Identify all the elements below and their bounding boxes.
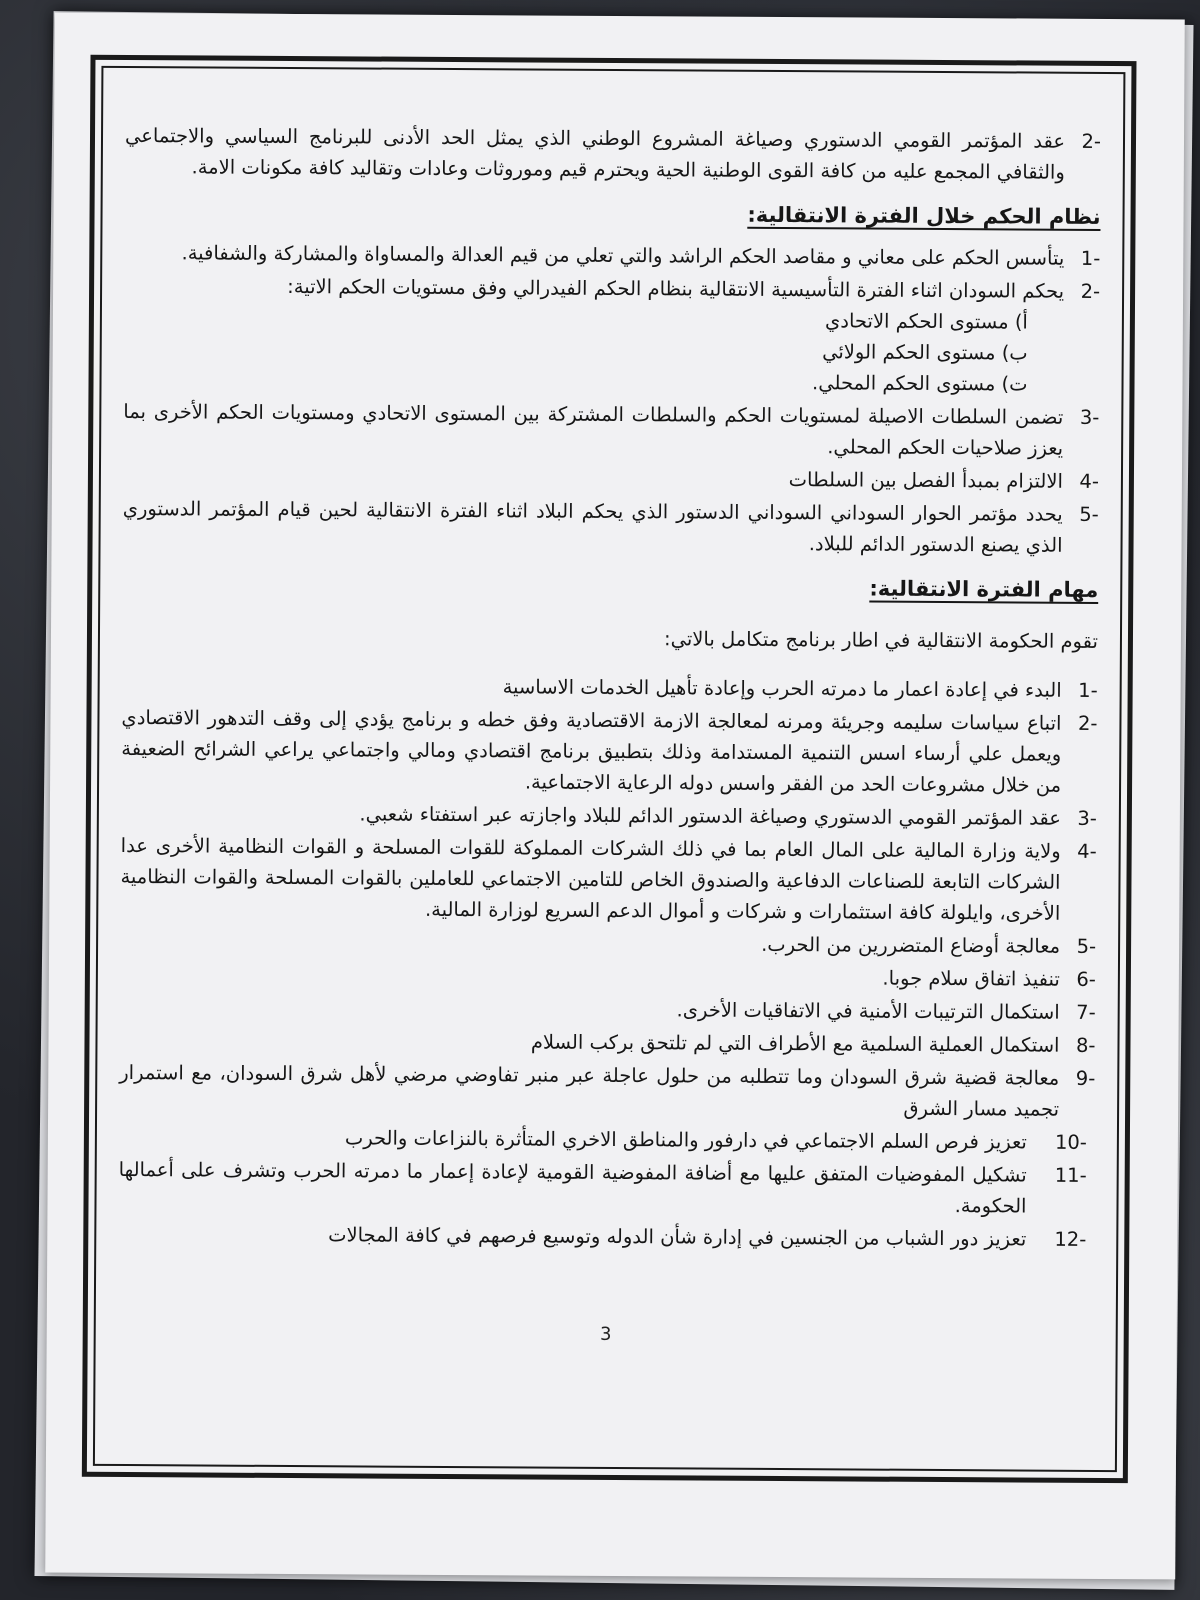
item-text: يتأسس الحكم على معاني و مقاصد الحكم الراشد والتي تعلي من قيم العدالة والمساواة والمشاركة والشفافية.: [181, 241, 1065, 270]
item-text: استكمال الترتيبات الأمنية في الاتفاقيات الأخرى.: [676, 998, 1060, 1024]
item-text: تعزيز دور الشباب من الجنسين في إدارة شأن الدوله وتوسيع فرصهم في كافة المجالات: [328, 1223, 1027, 1251]
item-number: -12: [1054, 1227, 1087, 1251]
list-item: [118, 1154, 1094, 1222]
item-text: تشكيل المفوضيات المتفق عليها مع أضافة المفوضية القومية لإعادة إعمار ما دمرته الحرب وتشرف على أعمالها الحكومة.: [118, 1157, 1027, 1218]
item-number: -8: [1075, 1033, 1096, 1057]
tasks-list: [118, 669, 1098, 1255]
section-heading-governance: نظام الحكم خلال الفترة الانتقالية:: [747, 202, 1101, 229]
item-text-block: [123, 270, 1064, 400]
list-item: [124, 237, 1100, 274]
item-number: -2: [1077, 711, 1098, 735]
item-number: -2: [1080, 279, 1101, 303]
list-item: [119, 1024, 1095, 1061]
list-item: [123, 270, 1100, 400]
list-item: [120, 830, 1097, 929]
list-item: [121, 797, 1097, 834]
item-text: الالتزام بمبدأ الفصل بين السلطات: [788, 468, 1064, 493]
item-text: يحكم السودان اثناء الفترة التأسيسية الانتقالية بنظام الحكم الفيدرالي وفق مستويات الحكم الاتية:: [287, 274, 1065, 303]
item-text: تعزيز فرص السلم الاجتماعي في دارفور والمناطق الاخري المتأثرة بالنزاعات والحرب: [344, 1126, 1027, 1154]
item-number: -4: [1077, 839, 1097, 863]
item-text: معالجة أوضاع المتضررين من الحرب.: [761, 932, 1061, 958]
list-item: [118, 1218, 1094, 1255]
item-text: تضمن السلطات الاصيلة لمستويات الحكم والسلطات المشتركة بين المستوى الاتحادي ومستويات الحكم الأخرى بما يعزز صلاحيات الحكم المحلي.: [123, 399, 1064, 460]
item-number: -10: [1054, 1130, 1087, 1154]
item-number: -4: [1079, 469, 1100, 493]
list-item: [123, 396, 1099, 464]
item-number: -3: [1077, 806, 1097, 830]
sub-item-local: ت) مستوى الحكم المحلي.: [812, 371, 1028, 396]
list-item: [122, 493, 1098, 561]
page-content: [118, 120, 1101, 1257]
tasks-intro: تقوم الحكومة الانتقالية في اطار برنامج متكامل بالاتي:: [663, 627, 1099, 653]
section-heading-tasks: مهام الفترة الانتقالية:: [869, 576, 1099, 602]
governance-levels-list: [123, 301, 1064, 400]
item-text: معالجة قضية شرق السودان وما تتطلبه من حلول عاجلة عبر منبر تفاوضي مرضي لأهل شرق السودان، مع استمرار تجميد مسار الشرق: [119, 1060, 1060, 1121]
governance-list: [122, 237, 1100, 561]
item-number: -5: [1079, 502, 1099, 526]
page-border: [82, 55, 1137, 1483]
list-item: [122, 669, 1098, 706]
item-number: -3: [1079, 405, 1100, 429]
list-item: [120, 991, 1096, 1028]
list-item: [123, 460, 1099, 497]
item-text: عقد المؤتمر القومي الدستوري وصياغة المشروع الوطني الذي يمثل الحد الأدنى للبرنامج السياسي والاجتماعي والثقافي المجمع عليه من كافة القوى الوطنية الحية ويحترم قيم وموروثات وعادات وتقاليد كافة مكونات الامة.: [124, 123, 1066, 184]
item-text: اتباع سياسات سليمه وجريئة ومرنه لمعالجة الازمة الاقتصادية وفق خطه و برنامج يؤدي إلى وقف التدهور الاقتصادي ويعمل علي أرساء اسس التنمية المستدامة وذلك بتطبيق برنامج اقتصادي ومالي واجتماعي يراعي الشرائح الضعيفة من خلال مشروعات الحد من الفقر واسس دوله الرعاية الاجتماعية.: [121, 705, 1062, 797]
list-item-intro: [125, 120, 1101, 188]
item-number: -7: [1076, 1000, 1096, 1024]
item-text: البدء في إعادة اعمار ما دمرته الحرب وإعادة تأهيل الخدمات الاساسية: [502, 675, 1062, 702]
list-item: [120, 925, 1096, 962]
item-number: -6: [1076, 967, 1096, 991]
item-number: -2: [1081, 129, 1102, 153]
item-text: تنفيذ اتفاق سلام جوبا.: [882, 966, 1060, 991]
item-text: استكمال العملية السلمية مع الأطراف التي لم تلتحق بركب السلام: [530, 1030, 1060, 1057]
item-number: -1: [1078, 678, 1098, 702]
page-number: 3: [599, 1323, 612, 1345]
list-item: [119, 1121, 1095, 1158]
item-number: -5: [1076, 934, 1097, 958]
list-item: [120, 958, 1096, 995]
list-item: [119, 1057, 1095, 1125]
list-item: [121, 702, 1098, 801]
item-text: يحدد مؤتمر الحوار السوداني السوداني الدستور الذي يحكم البلاد اثناء الفترة الانتقالية لحين قيام المؤتمر الدستوري الذي يصنع الدستور الدائم للبلاد.: [122, 496, 1063, 557]
document-page: [45, 13, 1185, 1580]
item-text: عقد المؤتمر القومي الدستوري وصياغة الدستور الدائم للبلاد واجازته عبر استفتاء شعبي.: [359, 802, 1061, 830]
item-number: -1: [1080, 246, 1101, 270]
sub-item-federal: أ) مستوى الحكم الاتحادي: [825, 309, 1028, 334]
item-number: -9: [1075, 1066, 1096, 1090]
sub-item-state: ب) مستوى الحكم الولائي: [822, 340, 1028, 365]
item-number: -11: [1054, 1163, 1087, 1187]
item-text: ولاية وزارة المالية على المال العام بما في ذلك الشركات المملوكة للقوات المسلحة و القوات النظامية الأخرى عدا الشركات التابعة للصناعات الدفاعية والصندوق الخاص للتامين الاجتماعي للعاملين بالقوات المسلحة والقوات النظامية الأخرى، وايلولة كافة استثمارات و شركات و أموال الدعم السريع لوزارة المالية.: [120, 833, 1061, 925]
